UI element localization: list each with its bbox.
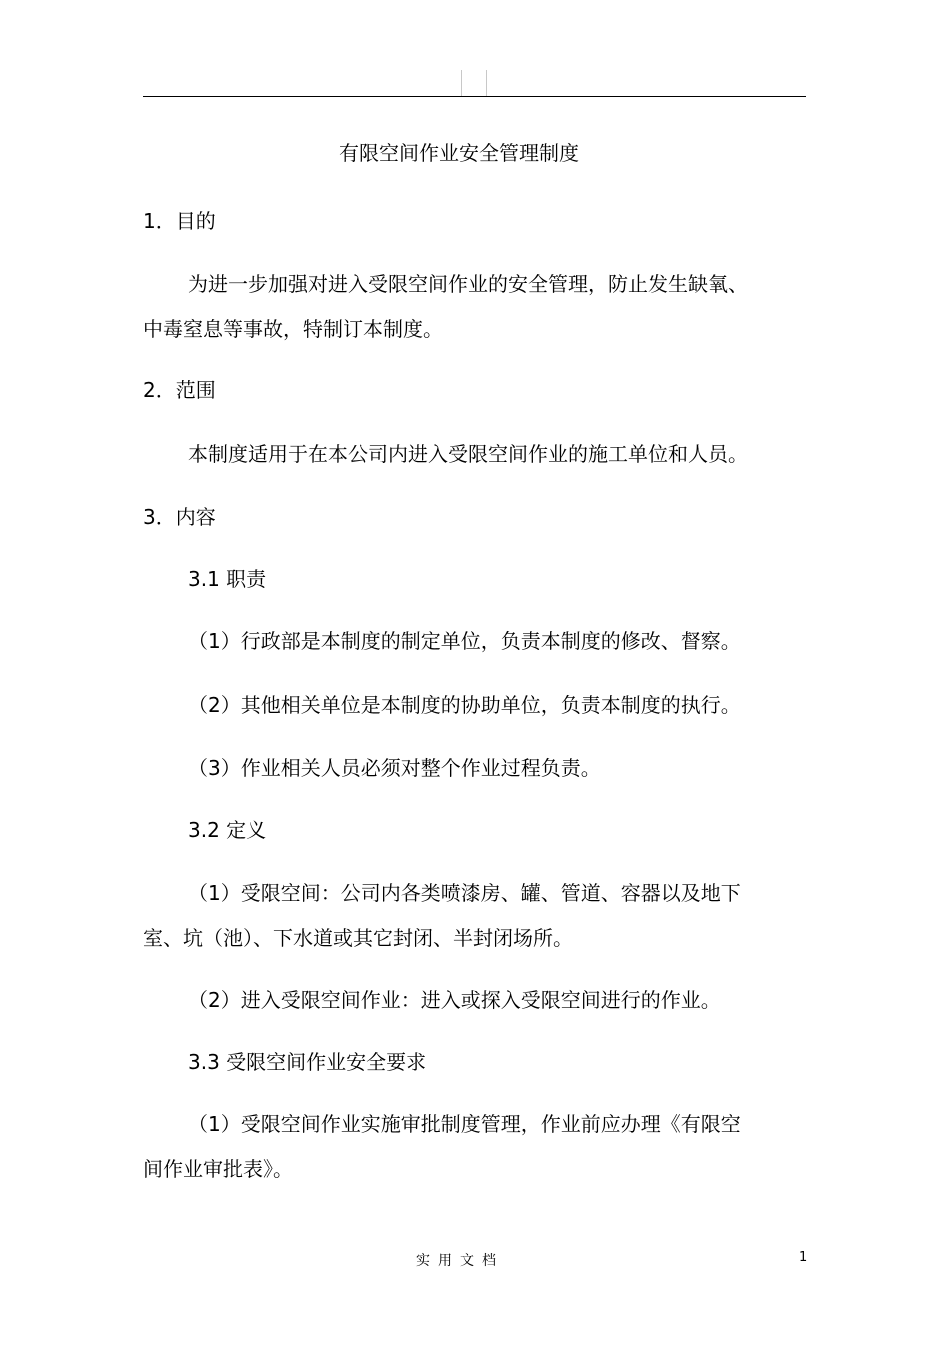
header-rule (143, 96, 806, 97)
list-item: （1）受限空间：公司内各类喷漆房、罐、管道、容器以及地下 (188, 881, 741, 905)
list-item: （2）其他相关单位是本制度的协助单位，负责本制度的执行。 (188, 693, 741, 717)
section-heading-scope: 2．范围 (143, 378, 216, 402)
subsection-heading-definitions: 3.2 定义 (188, 818, 267, 842)
paragraph-line: 为进一步加强对进入受限空间作业的安全管理，防止发生缺氧、 (188, 272, 748, 296)
footer-label: 实用文档 (416, 1253, 504, 1269)
subsection-heading-requirements: 3.3 受限空间作业安全要求 (188, 1050, 427, 1074)
section-heading-purpose: 1．目的 (143, 209, 216, 233)
section-heading-content: 3．内容 (143, 505, 216, 529)
paragraph-line: 本制度适用于在本公司内进入受限空间作业的施工单位和人员。 (188, 442, 748, 466)
page-number: 1 (799, 1250, 808, 1265)
list-item-continuation: 间作业审批表》。 (143, 1157, 293, 1181)
list-item: （3）作业相关人员必须对整个作业过程负责。 (188, 756, 601, 780)
list-item-continuation: 室、坑（池）、下水道或其它封闭、半封闭场所。 (143, 926, 573, 950)
list-item: （1）行政部是本制度的制定单位，负责本制度的修改、督察。 (188, 629, 741, 653)
header-marker-right (486, 70, 487, 96)
header-marker-left (461, 70, 462, 96)
list-item: （1）受限空间作业实施审批制度管理，作业前应办理《有限空 (188, 1112, 741, 1136)
paragraph-line: 中毒窒息等事故，特制订本制度。 (143, 317, 443, 341)
document-title: 有限空间作业安全管理制度 (339, 141, 579, 165)
subsection-heading-duties: 3.1 职责 (188, 567, 267, 591)
list-item: （2）进入受限空间作业：进入或探入受限空间进行的作业。 (188, 988, 721, 1012)
